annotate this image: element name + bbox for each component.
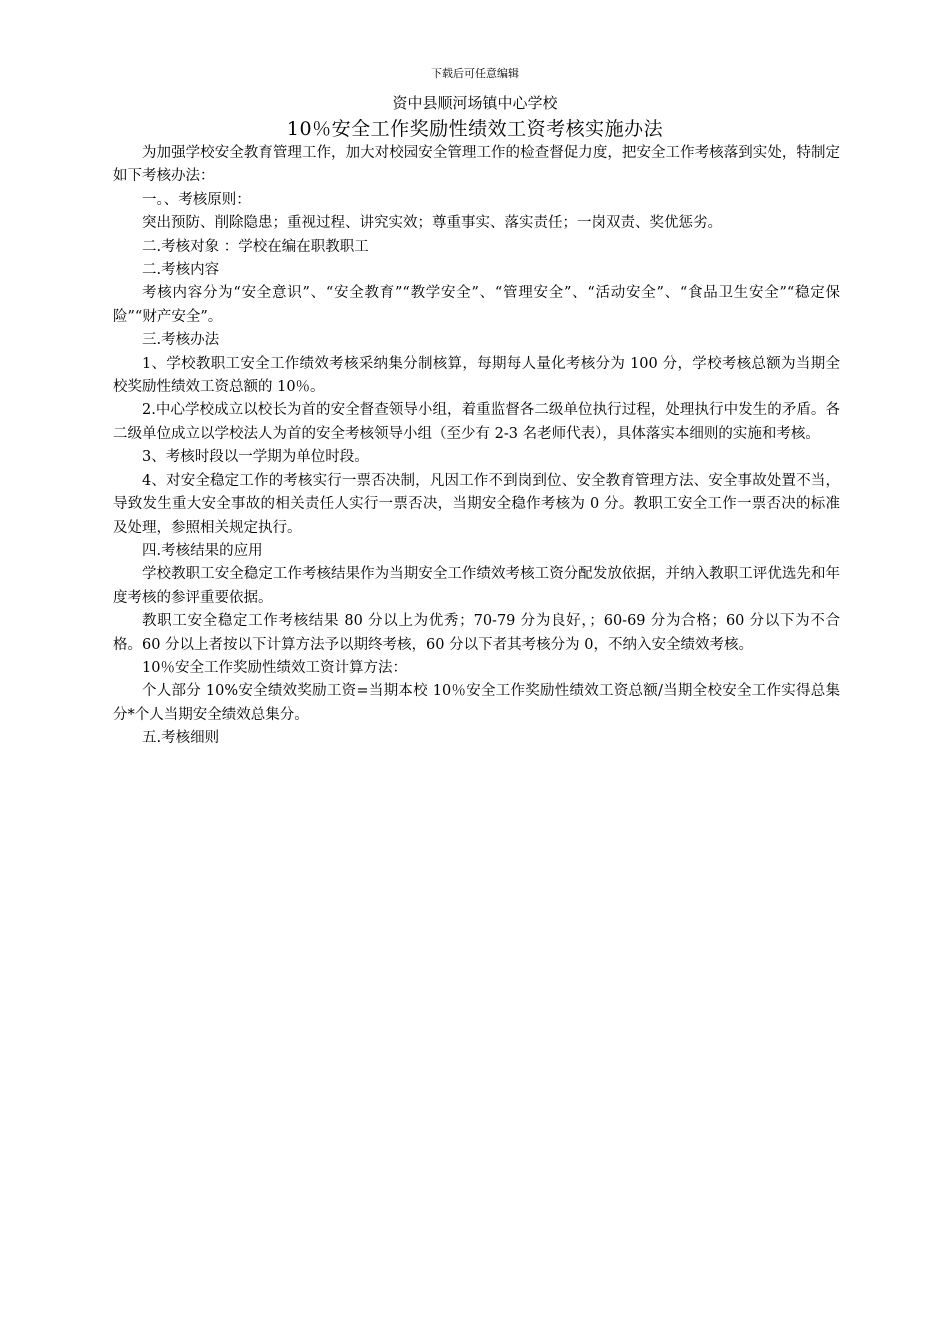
method-item-4: 4、对安全稳定工作的考核实行一票否决制，凡因工作不到岗到位、安全教育管理方法、安全事故处置不当，导致发生重大安全事故的相关责任人实行一票否决，当期安全稳作考核为 0 分。教职工安全工作一票否决的标准及处理，参照相关规定执行。 — [113, 472, 840, 536]
content-paragraph: 考核内容分为“安全意识”、“安全教育”“教学安全”、“管理安全”、“活动安全”、“食品卫生安全”“稳定保险”“财产安全”。 — [113, 285, 840, 325]
principles-paragraph: 突出预防、削除隐患；重视过程、讲究实效；尊重事实、落实责任；一岗双责、奖优惩劣。 — [142, 215, 722, 232]
results-paragraph-2: 教职工安全稳定工作考核结果 80 分以上为优秀；70-79 分为良好，；60-69 分为合格；60 分以下为不合格。60 分以上者按以下计算方法予以期终考核，60 分以下者其考核分为 0，不纳入安全绩效考核。 — [113, 613, 840, 653]
method-item-3: 3、考核时段以一学期为单位时段。 — [142, 449, 369, 466]
section-methods-heading: 三.考核办法 — [142, 332, 220, 349]
document-title: 10％安全工作奖励性绩效工资考核实施办法 — [286, 118, 664, 140]
document-body — [113, 142, 840, 751]
organization-name: 资中县顺河场镇中心学校 — [392, 94, 558, 112]
section-targets-heading: 二.考核对象 ：学校在编在职教职工 — [142, 238, 369, 255]
intro-paragraph: 为加强学校安全教育管理工作，加大对校园安全管理工作的检查督促力度，把安全工作考核落到实处，特制定如下考核办法： — [113, 145, 840, 185]
method-item-1: 1、学校教职工安全工作绩效考核采纳集分制核算，每期每人量化考核分为 100 分，学校考核总额为当期全校奖励性绩效工资总额的 10％。 — [113, 355, 840, 396]
section-results-heading: 四.考核结果的应用 — [142, 542, 263, 559]
section-principles-heading: 一。、考核原则： — [142, 191, 251, 208]
results-paragraph-1: 学校教职工安全稳定工作考核结果作为当期安全工作绩效考核工资分配发放依据，并纳入教职工评优选先和年度考核的参评重要依据。 — [113, 566, 840, 606]
method-item-2: 2.中心学校成立以校长为首的安全督查领导小组，着重监督各二级单位执行过程，处理执行中发生的矛盾。各二级单位成立以学校法人为首的安全考核领导小组（至少有 2-3 名老师代表），具体落实本细则的实施和考核。 — [113, 402, 840, 442]
header-note: 下载后可任意编辑 — [431, 67, 519, 80]
calculation-heading: 10％安全工作奖励性绩效工资计算方法： — [142, 659, 407, 676]
section-content-heading: 二.考核内容 — [142, 262, 220, 279]
calculation-formula: 个人部分 10%安全绩效奖励工资=当期本校 10％安全工作奖励性绩效工资总额/当期全校安全工作实得总集分*个人当期安全绩效总集分。 — [113, 683, 840, 723]
section-details-heading: 五.考核细则 — [142, 730, 220, 747]
